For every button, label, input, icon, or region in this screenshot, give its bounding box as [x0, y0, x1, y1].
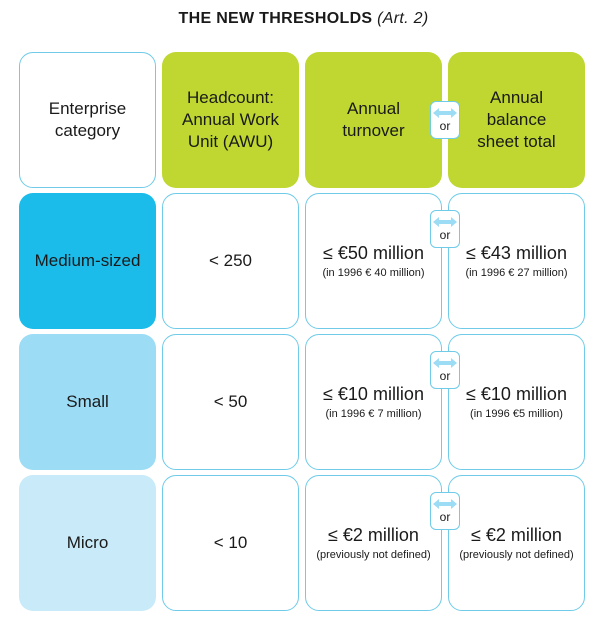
balance-note: (in 1996 €5 million)	[470, 408, 563, 420]
header-headcount	[162, 52, 299, 188]
double-arrow-icon	[433, 499, 457, 509]
or-connector-small	[430, 351, 460, 389]
category-medium-sized	[19, 193, 156, 329]
or-connector-micro	[430, 492, 460, 530]
header-category	[19, 52, 156, 188]
header-turnover	[305, 52, 442, 188]
headcount-micro	[162, 475, 299, 611]
turnover-small	[305, 334, 442, 470]
header-turnover-label: Annual turnover	[342, 99, 405, 140]
header-category-label: Enterprise category	[48, 99, 127, 140]
turnover-value: ≤ €10 million	[323, 384, 424, 404]
double-arrow-icon	[433, 217, 457, 227]
category-micro	[19, 475, 156, 611]
category-label: Medium-sized	[34, 251, 141, 270]
headcount-value: < 250	[208, 251, 252, 270]
balance-note: (in 1996 € 27 million)	[465, 267, 568, 279]
category-label: Small	[66, 392, 109, 411]
headcount-value: < 50	[213, 392, 248, 411]
balance-value: ≤ €10 million	[466, 384, 567, 404]
turnover-value: ≤ €2 million	[328, 525, 419, 545]
headcount-medium-sized	[162, 193, 299, 329]
header-balance	[448, 52, 585, 188]
page-title	[0, 10, 607, 28]
balance-note: (previously not defined)	[459, 549, 574, 561]
turnover-note: (previously not defined)	[316, 549, 431, 561]
or-label: or	[439, 509, 451, 524]
turnover-note: (in 1996 € 40 million)	[322, 267, 425, 279]
category-label: Micro	[66, 533, 109, 552]
or-connector-header	[430, 101, 460, 139]
turnover-micro	[305, 475, 442, 611]
balance-value: ≤ €2 million	[471, 525, 562, 545]
title-article-ref: (Art. 2)	[377, 10, 429, 27]
turnover-medium-sized	[305, 193, 442, 329]
balance-small	[448, 334, 585, 470]
title-main: THE NEW THRESHOLDS	[178, 10, 373, 27]
headcount-small	[162, 334, 299, 470]
or-label: or	[439, 368, 451, 383]
or-label: or	[439, 118, 451, 133]
balance-micro	[448, 475, 585, 611]
or-connector-medium-sized	[430, 210, 460, 248]
turnover-note: (in 1996 € 7 million)	[325, 408, 422, 420]
headcount-value: < 10	[213, 533, 248, 552]
balance-value: ≤ €43 million	[466, 243, 567, 263]
header-headcount-label: Headcount: Annual Work Unit (AWU)	[181, 88, 279, 151]
double-arrow-icon	[433, 108, 457, 118]
double-arrow-icon	[433, 358, 457, 368]
turnover-value: ≤ €50 million	[323, 243, 424, 263]
category-small	[19, 334, 156, 470]
or-label: or	[439, 227, 451, 242]
header-balance-label: Annual balance sheet total	[477, 88, 556, 151]
balance-medium-sized	[448, 193, 585, 329]
